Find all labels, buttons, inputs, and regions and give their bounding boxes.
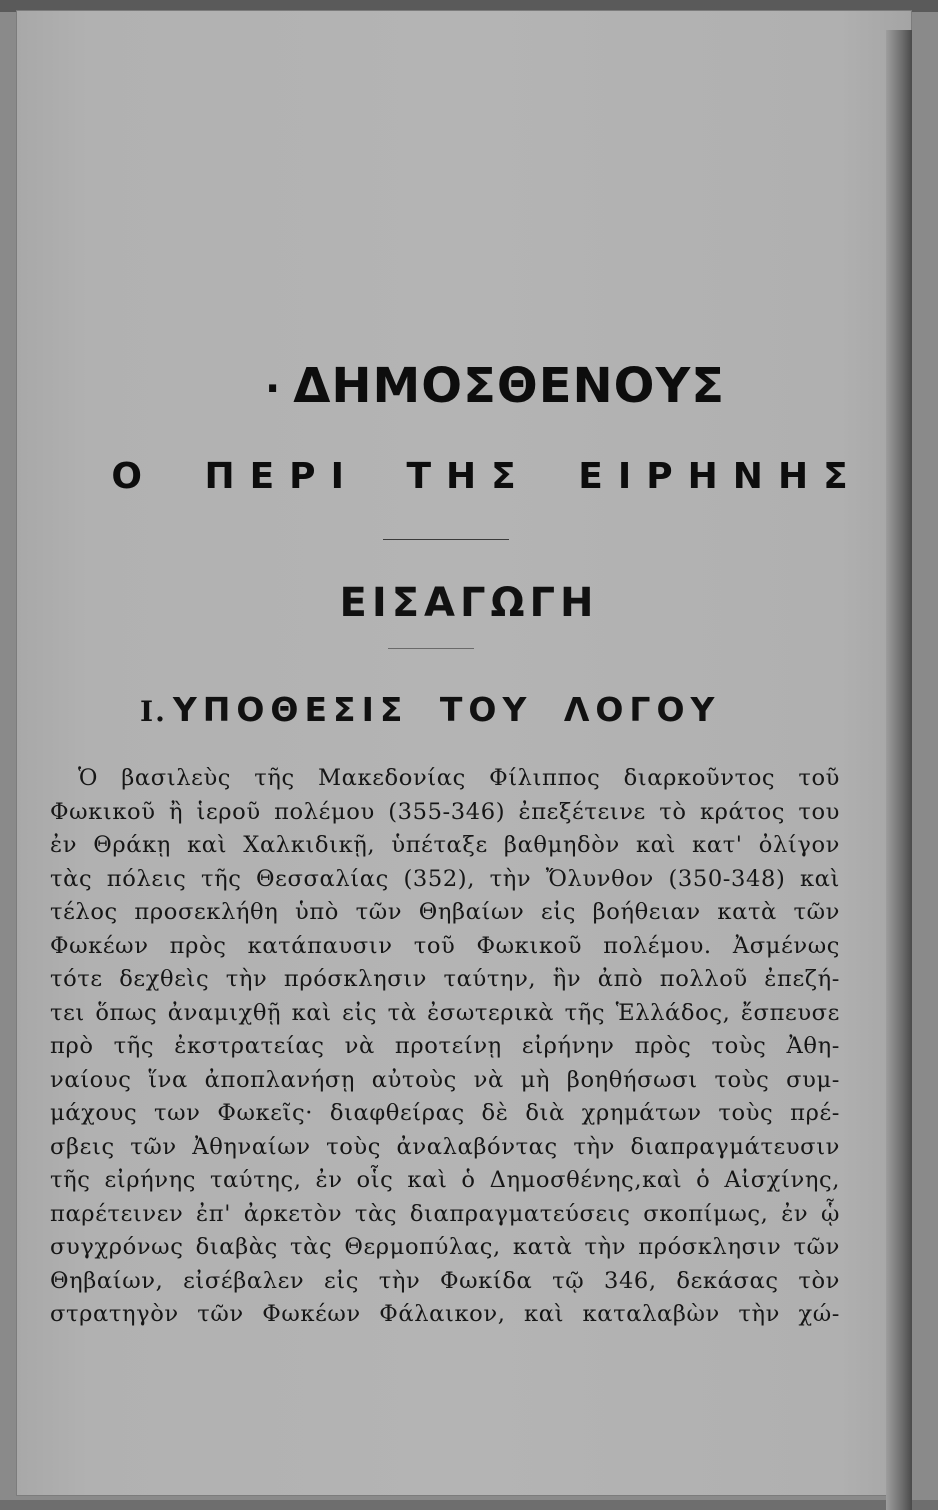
- body-line: συγχρόνως διαβὰς τὰς Θερμοπύλας, κατὰ τὴν πρόσκλησιν τῶν: [50, 1234, 840, 1260]
- body-line: τέλος προσεκλήθη ὑπὸ τῶν Θηβαίων εἰς βοήθειαν κατὰ τῶν: [50, 899, 840, 925]
- page-edge-shadow: [886, 30, 912, 1510]
- body-line: στρατηγὸν τῶν Φωκέων Φάλαικον, καὶ καταλαβὼν τὴν χώ-: [50, 1301, 840, 1327]
- body-line: τει ὅπως ἀναμιχθῇ καὶ εἰς τὰ ἐσωτερικὰ τῆς Ἑλλάδος, ἔσπευσε: [50, 999, 840, 1026]
- body-line: τὰς πόλεις τῆς Θεσσαλίας (352), τὴν Ὄλυνθον (350-348) καὶ: [50, 865, 840, 892]
- body-line: παρέτεινεν ἐπ' ἀρκετὸν τὰς διαπραγματεύσεις σκοπίμως, ἐν ᾧ: [50, 1200, 840, 1227]
- page-title: [26, 358, 938, 414]
- body-line: τῆς εἰρήνης ταύτης, ἐν οἷς καὶ ὁ Δημοσθένης,καὶ ὁ Αἰσχίνης,: [50, 1167, 840, 1193]
- title-author: ΔΗΜΟΣΘΕΝΟΥΣ: [293, 358, 725, 414]
- body-line: πρὸ τῆς ἐκστρατείας νὰ προτείνῃ εἰρήνην πρὸς τοὺς Ἀθη-: [50, 1033, 840, 1059]
- body-line: ἐν Θράκῃ καὶ Χαλκιδικῇ, ὑπέταξε βαθμηδὸν καὶ κατ' ὀλίγον: [50, 832, 840, 858]
- work-title: Ο ΠΕΡΙ ΤΗΣ ΕΙΡΗΝΗΣ: [111, 456, 863, 497]
- body-line: Φωκέων πρὸς κατάπαυσιν τοῦ Φωκικοῦ πολέμου. Ἀσμένως: [50, 932, 840, 959]
- body-text: [50, 762, 840, 1332]
- introduction-divider: [388, 648, 474, 649]
- section-title: ΥΠΟΘΕΣΙΣ ΤΟΥ ΛΟΓΟΥ: [172, 690, 721, 729]
- title-bullet: ·: [265, 366, 282, 412]
- body-line: Φωκικοῦ ἢ ἱεροῦ πολέμου (355-346) ἐπεξέτεινε τὸ κράτος του: [50, 798, 840, 825]
- body-line: σβεις τῶν Ἀθηναίων τοὺς ἀναλαβόντας τὴν διαπραγμάτευσιν: [50, 1133, 840, 1160]
- body-line: ναίους ἵνα ἀποπλανήσῃ αὐτοὺς νὰ μὴ βοηθήσωσι τοὺς συμ-: [50, 1066, 840, 1093]
- section-heading: [140, 690, 720, 729]
- body-line: μάχους των Φωκεῖς· διαφθείρας δὲ διὰ χρημάτων τοὺς πρέ-: [50, 1100, 840, 1126]
- title-divider: [383, 539, 509, 540]
- introduction-heading: ΕΙΣΑΓΩΓΗ: [339, 580, 599, 626]
- body-line: τότε δεχθεὶς τὴν πρόσκλησιν ταύτην, ἣν ἀπὸ πολλοῦ ἐπεζή-: [50, 966, 840, 992]
- body-line: Ὁ βασιλεὺς τῆς Μακεδονίας Φίλιππος διαρκοῦντος τοῦ: [78, 765, 840, 791]
- section-number: Ι.: [140, 695, 167, 728]
- body-line: Θηβαίων, εἰσέβαλεν εἰς τὴν Φωκίδα τῷ 346, δεκάσας τὸν: [50, 1267, 840, 1294]
